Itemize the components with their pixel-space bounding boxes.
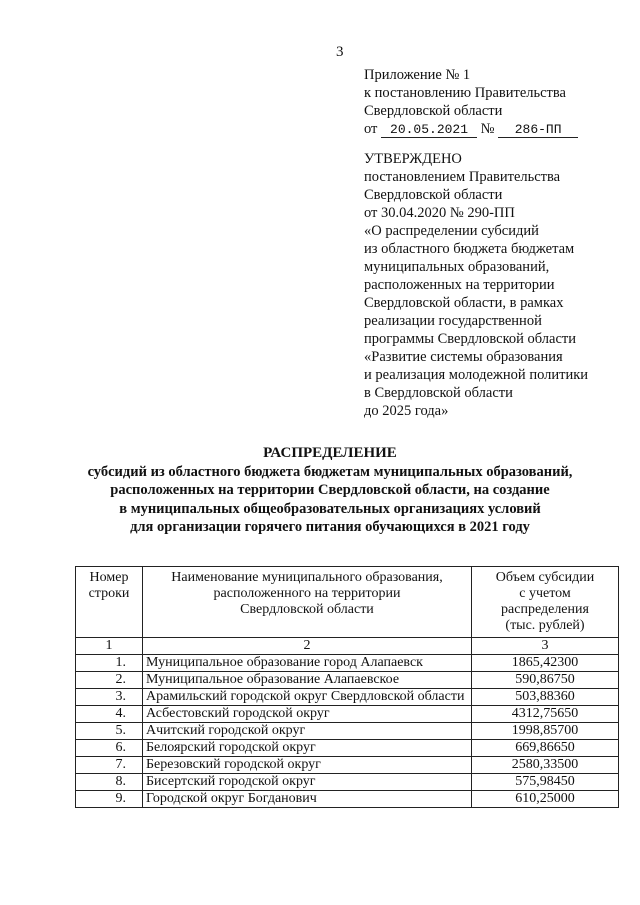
appendix-date-line — [364, 120, 578, 138]
subsidy-value: 610,25000 — [472, 791, 619, 808]
approval-line: из областного бюджета бюджетам — [364, 241, 575, 257]
row-number: 6. — [76, 740, 143, 757]
row-number: 8. — [76, 774, 143, 791]
header-text: расположенного на территории — [213, 586, 401, 601]
appendix-line: Свердловской области — [364, 103, 503, 119]
header-text: Объем субсидии — [495, 570, 595, 585]
column-index: 2 — [143, 638, 472, 655]
table-row — [76, 655, 619, 672]
subsidy-value: 1865,42300 — [472, 655, 619, 672]
appendix-block — [364, 66, 578, 138]
row-number: 9. — [76, 791, 143, 808]
distribution-table — [75, 566, 619, 808]
row-number: 5. — [76, 723, 143, 740]
approval-line: Свердловской области, в рамках — [364, 295, 564, 311]
heading-line: для организации горячего питания обучающихся в 2021 году — [130, 519, 530, 535]
approval-line: «О распределении субсидий — [364, 223, 539, 239]
header-text: Номер — [89, 570, 129, 585]
approval-block — [364, 150, 614, 420]
approval-line: от 30.04.2020 № 290-ПП — [364, 205, 515, 221]
heading-line: расположенных на территории Свердловской области, на создание — [110, 482, 550, 498]
table-row — [76, 723, 619, 740]
approval-line: постановлением Правительства — [364, 169, 561, 185]
column-index: 1 — [76, 638, 143, 655]
page-number: 3 — [336, 44, 344, 60]
subsidy-value: 669,86650 — [472, 740, 619, 757]
municipality-name: Березовский городской округ — [143, 757, 472, 774]
subsidy-value: 590,86750 — [472, 672, 619, 689]
approval-line: реализации государственной — [364, 313, 542, 329]
table-row — [76, 774, 619, 791]
municipality-name: Ачитский городской округ — [143, 723, 472, 740]
municipality-name: Муниципальное образование город Алапаевск — [143, 655, 472, 672]
header-text: строки — [88, 586, 130, 601]
subsidy-value: 503,88360 — [472, 689, 619, 706]
municipality-name: Городской округ Богданович — [143, 791, 472, 808]
municipality-name: Асбестовский городской округ — [143, 706, 472, 723]
approval-line: и реализация молодежной политики — [364, 367, 589, 383]
approval-title: УТВЕРЖДЕНО — [364, 151, 462, 167]
column-index-row — [76, 638, 619, 655]
table-header-row — [76, 567, 619, 638]
approval-line: муниципальных образований, — [364, 259, 550, 275]
table-row — [76, 791, 619, 808]
row-number: 3. — [76, 689, 143, 706]
decree-number: 286-ПП — [498, 122, 578, 138]
header-text: Наименование муниципального образования, — [171, 570, 443, 585]
appendix-line: к постановлению Правительства — [364, 85, 566, 101]
approval-line: расположенных на территории — [364, 277, 555, 293]
subsidy-value: 4312,75650 — [472, 706, 619, 723]
heading-title: РАСПРЕДЕЛЕНИЕ — [263, 445, 397, 461]
municipality-name: Арамильский городской округ Свердловской области — [143, 689, 472, 706]
document-heading — [40, 444, 620, 537]
number-prefix: № — [480, 121, 495, 137]
approval-line: в Свердловской области — [364, 385, 513, 401]
row-number: 2. — [76, 672, 143, 689]
header-subsidy-volume — [472, 567, 619, 638]
row-number: 4. — [76, 706, 143, 723]
header-text: (тыс. рублей) — [505, 618, 585, 633]
table-row — [76, 672, 619, 689]
header-text: Свердловской области — [240, 602, 374, 617]
municipality-name: Бисертский городской округ — [143, 774, 472, 791]
column-index: 3 — [472, 638, 619, 655]
approval-line: «Развитие системы образования — [364, 349, 563, 365]
table-row — [76, 689, 619, 706]
row-number: 1. — [76, 655, 143, 672]
municipality-name: Муниципальное образование Алапаевское — [143, 672, 472, 689]
date-prefix: от — [364, 121, 378, 137]
appendix-title: Приложение № 1 — [364, 67, 471, 83]
subsidy-value: 575,98450 — [472, 774, 619, 791]
approval-line: программы Свердловской области — [364, 331, 577, 347]
table-row — [76, 706, 619, 723]
approval-line: до 2025 года» — [364, 403, 449, 419]
header-text: с учетом — [519, 586, 571, 601]
approval-line: Свердловской области — [364, 187, 503, 203]
decree-date: 20.05.2021 — [381, 122, 477, 138]
row-number: 7. — [76, 757, 143, 774]
table-row — [76, 740, 619, 757]
heading-line: субсидий из областного бюджета бюджетам муниципальных образований, — [87, 463, 573, 480]
heading-line: в муниципальных общеобразовательных организациях условий — [119, 500, 541, 517]
subsidy-value: 1998,85700 — [472, 723, 619, 740]
municipality-name: Белоярский городской округ — [143, 740, 472, 757]
header-text: распределения — [501, 602, 589, 617]
subsidy-value: 2580,33500 — [472, 757, 619, 774]
table-row — [76, 757, 619, 774]
header-municipality — [143, 567, 472, 638]
header-row-number — [76, 567, 143, 638]
